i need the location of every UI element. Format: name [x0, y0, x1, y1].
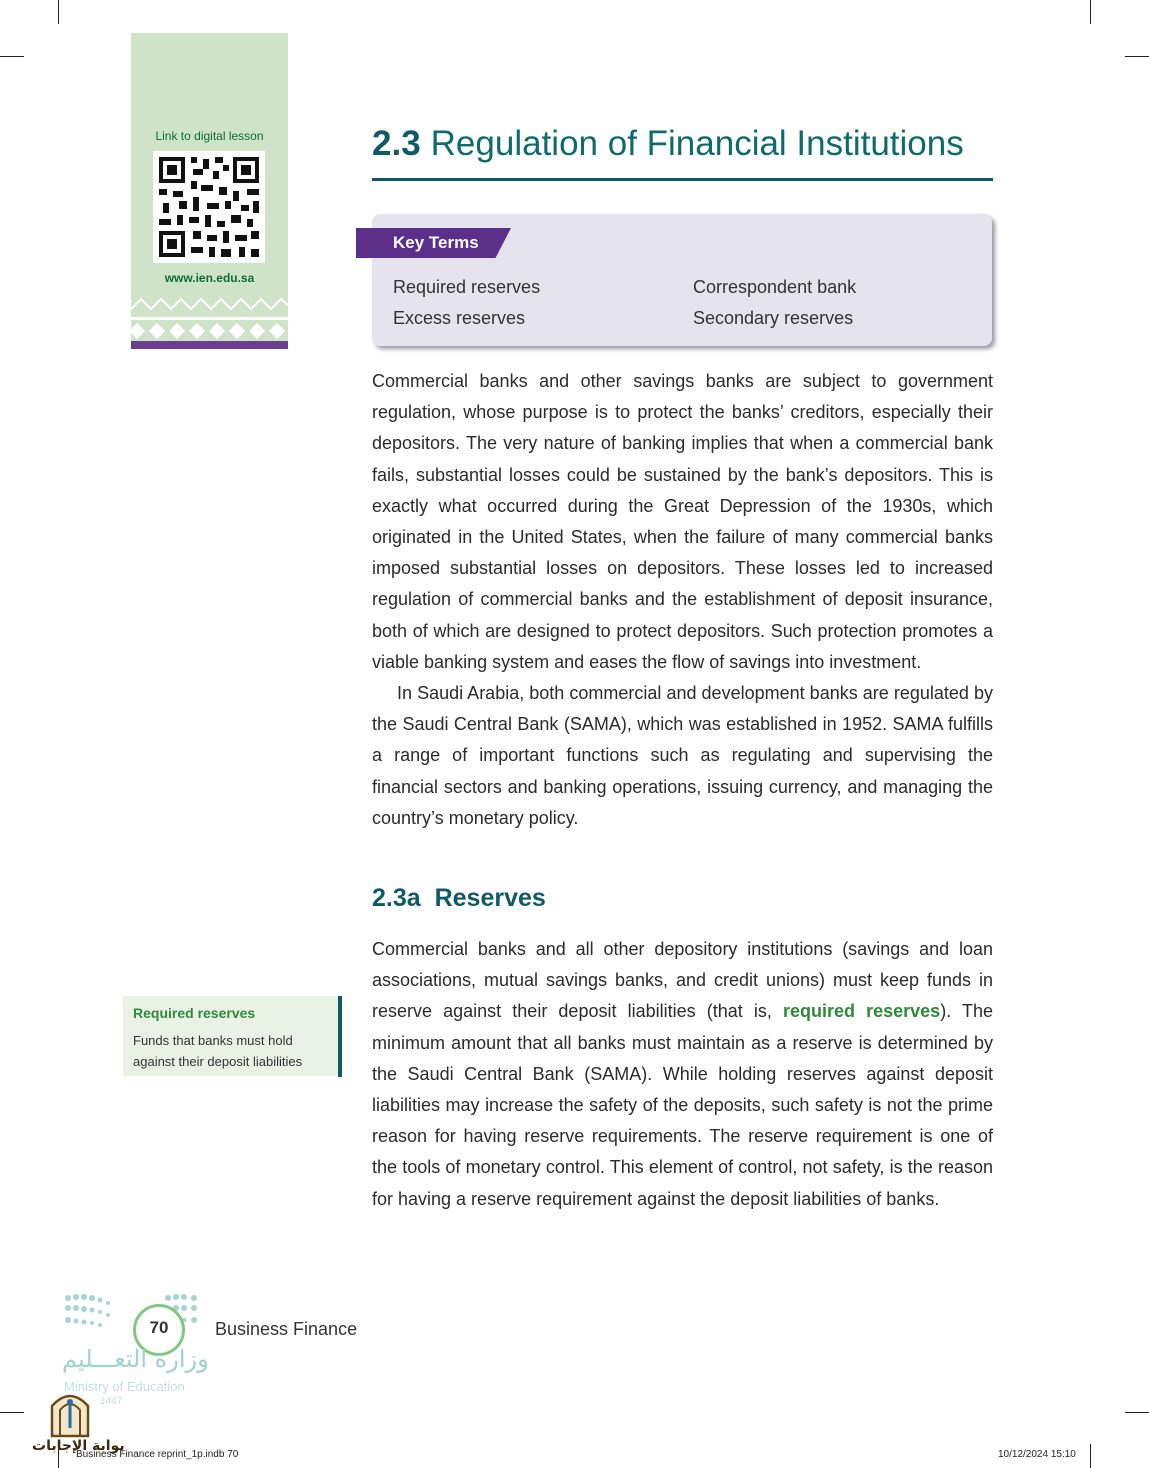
purple-divider	[131, 341, 288, 349]
digital-lesson-panel	[131, 33, 288, 349]
subsection-number: 2.3a	[372, 884, 421, 912]
watermark-text: بوابة الإجابات	[32, 1438, 125, 1454]
website-link[interactable]: www.ien.edu.sa	[164, 271, 255, 285]
body-paragraph: In Saudi Arabia, both commercial and development banks are regulated by the Saudi Central Bank (SAMA), which was established in 1952. SAMA fulfills a range of important functions such as regulating and supervising the financial sectors and banking operations, issuing currency, and managing the country’s monetary policy.	[372, 683, 993, 828]
paragraph-text: Commercial banks and all other depository institutions (savings and loan associations, mutual savings banks, and credit unions) must keep funds in reserve against their deposit liabilities (that is,	[372, 939, 993, 1022]
decorative-pattern-icon	[131, 295, 288, 341]
key-term: Required reserves	[393, 277, 541, 297]
print-file-info: Business Finance reprint_1p.indb 70	[76, 1449, 239, 1460]
crop-mark	[58, 0, 59, 24]
margin-note-rule	[338, 996, 342, 1077]
paragraph-text: ). The minimum amount that all banks must maintain as a reserve is determined by the Saudi Central Bank (SAMA). While holding reserves against deposit liabilities may increase the safety of the deposits, such safety is not the prime reason for having reserve requirements. The reserve requirement is one of the tools of monetary control. This element of control, not safety, is the reason for having a reserve requirement against the deposit liabilities of banks.	[372, 1001, 994, 1209]
subsection-heading	[372, 884, 546, 913]
key-term: Secondary reserves	[693, 308, 854, 328]
key-term: Correspondent bank	[693, 277, 857, 297]
page-number: 70	[149, 1318, 169, 1337]
book-title: Business Finance	[215, 1319, 358, 1339]
ministry-name-english: Ministry of Education	[64, 1379, 185, 1394]
crop-mark	[1125, 56, 1149, 57]
crop-mark	[0, 1412, 24, 1413]
section-title: Regulation of Financial Institutions	[430, 124, 964, 163]
margin-note-definition: Funds that banks must hold against their deposit liabilities	[133, 1033, 303, 1069]
highlighted-term: required reserves	[782, 1001, 941, 1022]
crop-mark	[1090, 1444, 1091, 1468]
margin-note-term: Required reserves	[133, 1005, 256, 1021]
subsection-title: Reserves	[434, 884, 546, 912]
crop-mark	[1090, 0, 1091, 24]
title-underline	[372, 178, 993, 181]
key-term: Excess reserves	[393, 308, 526, 328]
digital-lesson-label: Link to digital lesson	[155, 129, 264, 143]
qr-code-icon[interactable]	[153, 151, 265, 263]
body-paragraph: Commercial banks and other savings banks are subject to government regulation, whose purpose is to protect the banks’ creditors, especially their depositors. The very nature of banking implies that when a commercial bank fails, substantial losses could be sustained by the bank’s depositors. This is exactly what occurred during the Great Depression of the 1930s, which originated in the United States, when the failure of many commercial banks imposed substantial losses on depositors. These losses led to increased regulation of commercial banks and the establishment of deposit insurance, both of which are designed to protect depositors. Such protection promotes a viable banking system and eases the flow of savings into investment.	[372, 371, 993, 672]
ministry-name-arabic: وزارة التعـــليم	[62, 1345, 209, 1373]
edition-year: 1447	[100, 1396, 123, 1407]
section-number: 2.3	[372, 124, 421, 163]
page-title	[372, 124, 964, 164]
key-terms-heading: Key Terms	[393, 233, 479, 252]
crop-mark	[1125, 1412, 1149, 1413]
crop-mark	[0, 56, 24, 57]
watermark-logo-icon	[48, 1388, 92, 1438]
body-paragraph	[372, 934, 993, 1215]
print-date-time: 10/12/2024 15:10	[998, 1449, 1076, 1460]
